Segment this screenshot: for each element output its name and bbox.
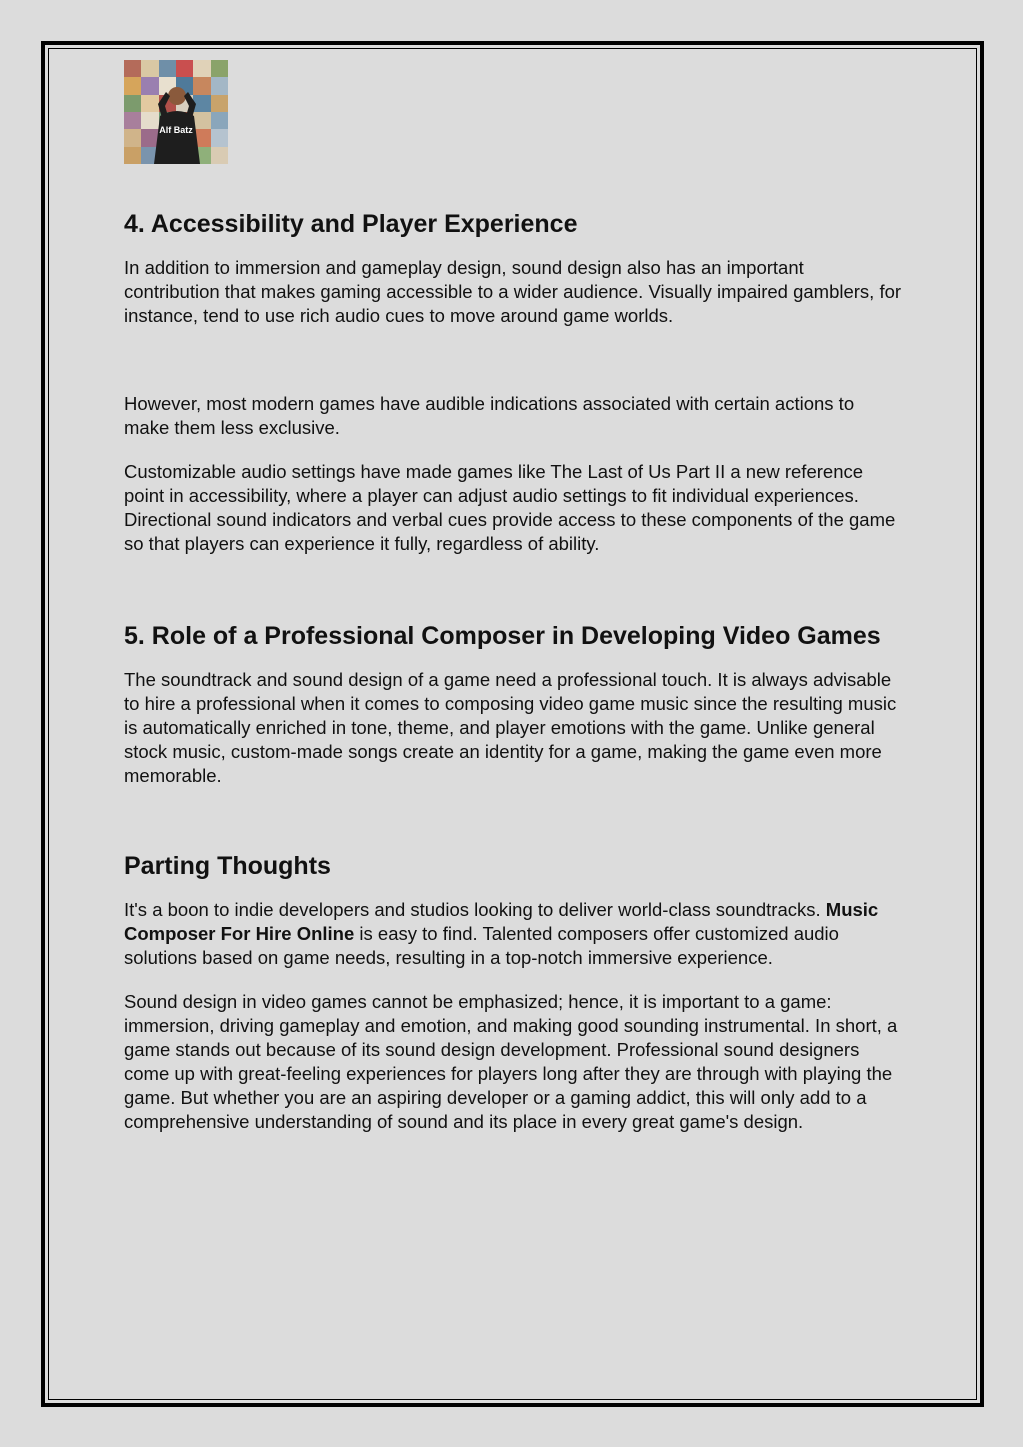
logo-tile (124, 147, 141, 164)
paragraph-parting-2: Sound design in video games cannot be emphasized; hence, it is important to a game: immersion, driving gameplay and emotion, and making good sounding instrumental. In short, a game stands out because of its sound design development. Professional sound designers come up with great-feeling experiences for players long after they are through with playing the game. But whether you are an aspiring developer or a gaming addict, this will only add to a comprehensive understanding of sound and its place in every great game's design. (124, 991, 898, 1132)
heading-accessibility: 4. Accessibility and Player Experience (124, 210, 578, 238)
heading-composer-role: 5. Role of a Professional Composer in Developing Video Games (124, 622, 881, 650)
logo-person-figure (152, 82, 202, 164)
logo-tile (211, 60, 228, 77)
heading-parting-thoughts: Parting Thoughts (124, 852, 331, 880)
paragraph-parting-1 (124, 898, 904, 970)
logo-tile (176, 60, 193, 77)
paragraph-accessibility-1: In addition to immersion and gameplay design, sound design also has an important contribution that makes gaming accessible to a wider audience. Visually impaired gamblers, for instance, tend to use rich audio cues to move around game worlds. (124, 257, 902, 326)
paragraph-accessibility-3: Customizable audio settings have made games like The Last of Us Part II a new reference point in accessibility, where a player can adjust audio settings to fit individual experiences. Directional sound indicators and verbal cues provide access to these components of the game so that players can experience it fully, regardless of ability. (124, 461, 896, 554)
paragraph-parting-1-text-a: It's a boon to indie developers and studios looking to deliver world-class soundtracks. (124, 899, 826, 920)
logo-tile (193, 60, 210, 77)
paragraph-accessibility-2: However, most modern games have audible indications associated with certain actions to make them less exclusive. (124, 393, 855, 438)
logo-tile (124, 77, 141, 94)
composer-link-text: Music Composer For Hire Online (124, 899, 879, 944)
logo-tile (211, 77, 228, 94)
logo-tile (211, 95, 228, 112)
logo-text: Alf Batz (159, 125, 193, 135)
paragraph-composer-role: The soundtrack and sound design of a game need a professional touch. It is always advisable to hire a professional when it comes to composing video game music since the resulting music is automatically enriched in tone, theme, and player emotions with the game. Unlike general stock music, custom-made songs create an identity for a game, making the game even more memorable. (124, 669, 897, 786)
alf-batz-logo (124, 60, 228, 164)
logo-tile (141, 60, 158, 77)
logo-tile (124, 95, 141, 112)
logo-tile (124, 60, 141, 77)
logo-tile (159, 60, 176, 77)
logo-tile (211, 147, 228, 164)
document-body (124, 60, 904, 1134)
paragraph-parting-1-text-b: is easy to find. Talented composers offer customized audio solutions based on game needs, resulting in a top-notch immersive experience. (124, 923, 839, 968)
